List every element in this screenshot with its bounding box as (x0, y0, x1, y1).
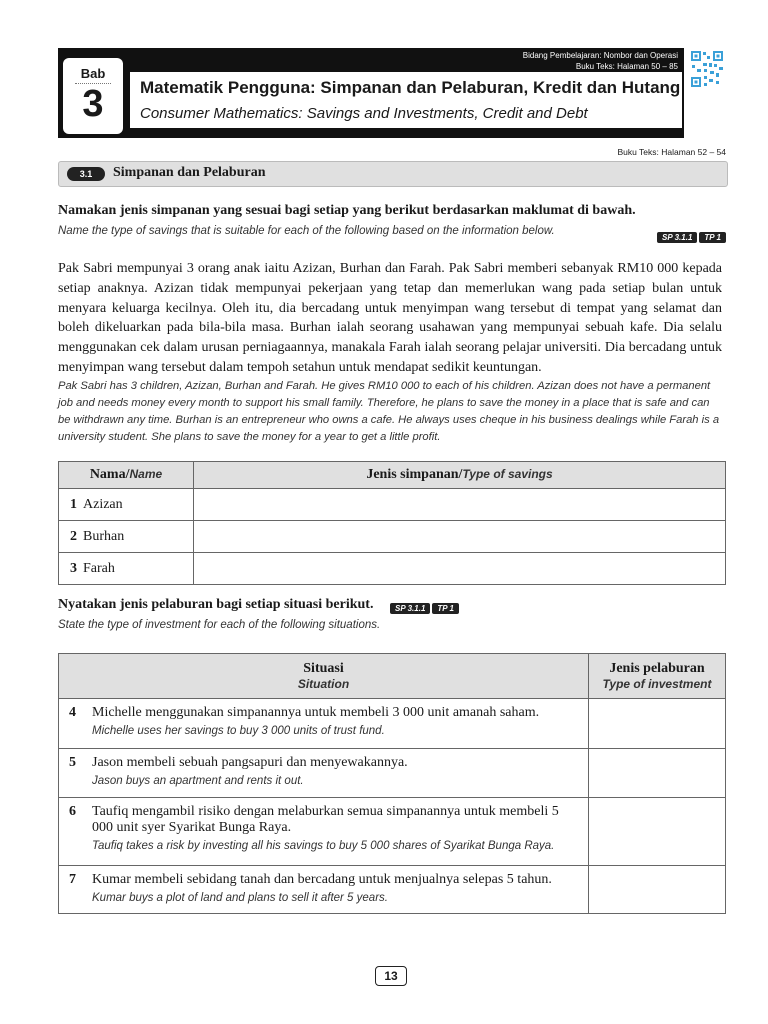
situation-ms: Kumar membeli sebidang tanah dan bercadang untuk menjualnya selepas 5 tahun. (92, 872, 552, 887)
chapter-label: Bab (75, 66, 111, 84)
investment-table (58, 653, 726, 914)
q1-instruction-ms: Namakan jenis simpanan yang sesuai bagi setiap yang berikut berdasarkan maklumat di bawah. (58, 203, 636, 218)
row-number: 5 (59, 749, 89, 798)
situation-column-header (59, 654, 589, 699)
investment-type-column-header (589, 654, 726, 699)
q1-passage-ms: Pak Sabri mempunyai 3 orang anak iaitu Azizan, Burhan dan Farah. Pak Sabri memberi sebanyak RM10 000 kepada setiap anaknya. Azizan tidak mempunyai pekerjaan yang tetap dan memerlukan wang pada setiap bulan untuk menyara keluarga kecilnya. Oleh itu, dia bercadang untuk menyimpan wang tersebut di tempat yang selamat dan boleh dikeluarkan pada bila-bila masa. Burhan ialah seorang usahawan yang mempunyai sebuah kafe. Dia selalu menggunakan cek dalam urusan perniagaannya, manakala Farah ialah seorang pelajar universiti. Dia bercadang untuk menyimpan wang tersebut dalam tempoh setahun untuk mendapat sedikit keuntungan. (58, 261, 722, 375)
name-column-header (59, 462, 194, 489)
situation-en: Taufiq takes a risk by investing all his savings to buy 5 000 shares of Syarikat Bunga Raya. (92, 840, 555, 852)
chapter-badge (63, 58, 123, 134)
row-name: Farah (83, 560, 115, 576)
name-header-ms: Nama/ (89, 467, 130, 482)
situation-cell (88, 699, 589, 749)
tp-tag: TP 1 (699, 232, 726, 243)
sp-tag: SP 3.1.1 (390, 603, 430, 614)
answer-cell[interactable] (194, 521, 726, 553)
answer-cell[interactable] (589, 798, 726, 866)
chapter-title-ms: Matematik Pengguna: Simpanan dan Pelaburan, Kredit dan Hutang (140, 78, 681, 97)
q2-instruction-en: State the type of investment for each of the following situations. (58, 619, 381, 631)
situation-ms: Michelle menggunakan simpanannya untuk membeli 3 000 unit amanah saham. (92, 705, 540, 720)
sp-tag: SP 3.1.1 (657, 232, 697, 243)
situation-header-en: Situation (297, 677, 350, 691)
situation-en: Jason buys an apartment and rents it out. (92, 775, 304, 787)
row-number: 2 (70, 528, 77, 544)
section-title: Simpanan dan Pelaburan (113, 165, 266, 180)
situation-header-ms: Situasi (303, 661, 344, 676)
row-number: 3 (70, 560, 77, 576)
situation-cell (88, 866, 589, 914)
answer-cell[interactable] (194, 553, 726, 585)
q1-passage-en: Pak Sabri has 3 children, Azizan, Burhan and Farah. He gives RM10 000 to each of his children. Azizan does not have a permanent job and needs money every month to support his small family. Therefore, he plans to save the money in a place that is safe and can be withdrawn any time. Burhan is an entrepreneur who owns a cafe. He always uses cheque in his business dealings while Farah is a university student. She plans to save the money for a year to get a little profit. (58, 380, 720, 443)
answer-cell[interactable] (589, 866, 726, 914)
q2-instruction-ms: Nyatakan jenis pelaburan bagi setiap situasi berikut. (58, 597, 374, 612)
row-number: 1 (70, 496, 77, 512)
chapter-header (58, 48, 684, 138)
table-row (59, 553, 726, 585)
savings-header-ms: Jenis simpanan/ (366, 467, 463, 482)
q1-tags (655, 227, 726, 245)
section-number: 3.1 (67, 167, 105, 181)
page-number: 13 (375, 966, 407, 986)
chapter-number: 3 (82, 83, 104, 125)
table-header-row (59, 654, 726, 699)
answer-cell[interactable] (589, 749, 726, 798)
situation-en: Michelle uses her savings to buy 3 000 units of trust fund. (92, 725, 385, 737)
q2-tags (388, 598, 459, 616)
savings-type-column-header (194, 462, 726, 489)
table-header-row (59, 462, 726, 489)
answer-cell[interactable] (194, 489, 726, 521)
section-bar (58, 161, 728, 187)
tp-tag: TP 1 (432, 603, 459, 614)
table-row (59, 798, 726, 866)
situation-en: Kumar buys a plot of land and plans to sell it after 5 years. (92, 892, 388, 904)
investment-header-ms: Jenis pelaburan (609, 661, 705, 676)
table-row (59, 699, 726, 749)
row-number: 6 (59, 798, 89, 866)
section-textbook-pages: Buku Teks: Halaman 52 – 54 (617, 147, 726, 157)
table-row (59, 489, 726, 521)
table-row (59, 521, 726, 553)
table-row (59, 749, 726, 798)
name-cell (59, 553, 194, 585)
row-number: 4 (59, 699, 89, 749)
situation-cell (88, 798, 589, 866)
chapter-title-box (130, 72, 682, 128)
name-cell (59, 489, 194, 521)
row-name: Azizan (83, 496, 123, 512)
header-info (523, 50, 678, 72)
textbook-pages: Buku Teks: Halaman 50 – 85 (575, 62, 678, 71)
savings-header-en: Type of savings (462, 467, 553, 481)
situation-cell (88, 749, 589, 798)
savings-table (58, 461, 726, 585)
situation-ms: Jason membeli sebuah pangsapuri dan menyewakannya. (92, 755, 408, 770)
investment-header-en: Type of investment (602, 677, 712, 691)
name-header-en: Name (129, 467, 163, 481)
q1-instruction-en: Name the type of savings that is suitable for each of the following based on the information below. (58, 225, 555, 237)
situation-ms: Taufiq mengambil risiko dengan melaburkan semua simpanannya untuk membeli 5 000 unit syer Syarikat Bunga Raya. (92, 804, 559, 835)
chapter-title-en: Consumer Mathematics: Savings and Investments, Credit and Debt (140, 105, 588, 122)
row-name: Burhan (83, 528, 125, 544)
answer-cell[interactable] (589, 699, 726, 749)
table-row (59, 866, 726, 914)
row-number: 7 (59, 866, 89, 914)
qr-code-icon[interactable] (690, 50, 724, 88)
name-cell (59, 521, 194, 553)
learning-area: Bidang Pembelajaran: Nombor dan Operasi (522, 51, 678, 60)
